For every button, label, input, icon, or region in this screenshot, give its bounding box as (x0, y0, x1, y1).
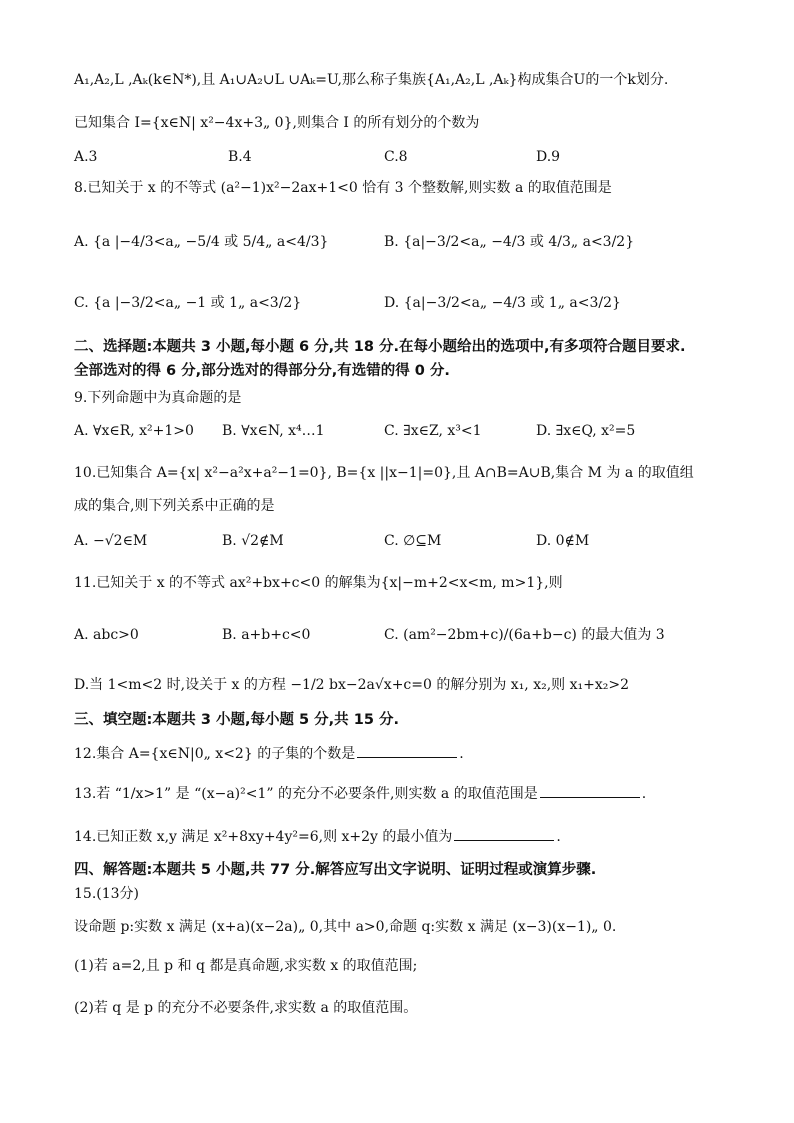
partition-definition-line: A₁,A₂,L ,Aₖ(k∈N*),且 A₁∪A₂∪L ∪Aₖ=U,那么称子集族{A₁,A₂,L ,Aₖ}构成集合U的一个k划分. (74, 72, 669, 88)
q9-option-b: B. ∀x∈N, x⁴…1 (222, 423, 325, 439)
q10-option-a: A. −√2∈M (74, 533, 148, 549)
q11-option-d: D.当 1<m<2 时,设关于 x 的方程 −1/2 bx−2a√x+c=0 的解分别为 x₁, x₂,则 x₁+x₂>2 (74, 677, 630, 693)
question-14: 14.已知正数 x,y 满足 x²+8xy+4y²=6,则 x+2y 的最小值为 . (74, 826, 561, 847)
q9-option-c: C. ∃x∈Z, x³<1 (384, 423, 482, 439)
question-10-stem-cont: 成的集合,则下列关系中正确的是 (74, 498, 275, 514)
section-3-heading: 三、填空题:本题共 3 小题,每小题 5 分,共 15 分. (74, 712, 399, 728)
q8-option-d: D. {a|−3/2<a„ −4/3 或 1„ a<3/2} (384, 295, 621, 311)
section-4-heading: 四、解答题:本题共 5 小题,共 77 分.解答应写出文字说明、证明过程或演算步骤. (74, 862, 597, 878)
q10-option-d: D. 0∉M (536, 533, 590, 549)
question-13: 13.若 “1/x>1” 是 “(x−a)²<1” 的充分不必要条件,则实数 a 的取值范围是 . (74, 783, 646, 804)
question-15-part-1: (1)若 a=2,且 p 和 q 都是真命题,求实数 x 的取值范围; (74, 958, 418, 974)
q7-option-a: A.3 (74, 149, 98, 165)
section-2-scoring: 全部选对的得 6 分,部分选对的得部分分,有选错的得 0 分. (74, 363, 450, 379)
q7-option-c: C.8 (384, 149, 408, 165)
q11-option-c: C. (am²−2bm+c)/(6a+b−c) 的最大值为 3 (384, 627, 665, 643)
question-12-text: 12.集合 A={x∈N|0„ x<2} 的子集的个数是 (74, 746, 356, 762)
q8-option-b: B. {a|−3/2<a„ −4/3 或 4/3„ a<3/2} (384, 234, 635, 250)
question-15-premise: 设命题 p:实数 x 满足 (x+a)(x−2a)„ 0,其中 a>0,命题 q:实数 x 满足 (x−3)(x−1)„ 0. (74, 919, 617, 935)
question-8-stem: 8.已知关于 x 的不等式 (a²−1)x²−2ax+1<0 恰有 3 个整数解,则实数 a 的取值范围是 (74, 180, 612, 196)
question-15-header: 15.(13分) (74, 886, 140, 902)
q8-option-a: A. {a |−4/3<a„ −5/4 或 5/4„ a<4/3} (74, 234, 329, 250)
question-14-text: 14.已知正数 x,y 满足 x²+8xy+4y²=6,则 x+2y 的最小值为 (74, 829, 453, 845)
question-13-text: 13.若 “1/x>1” 是 “(x−a)²<1” 的充分不必要条件,则实数 a 的取值范围是 (74, 786, 538, 802)
question-10-stem: 10.已知集合 A={x| x²−a²x+a²−1=0}, B={x ||x−1|=0},且 A∩B=A∪B,集合 M 为 a 的取值组 (74, 465, 694, 481)
question-7-stem: 已知集合 I={x∈N| x²−4x+3„ 0},则集合 I 的所有划分的个数为 (74, 115, 480, 131)
answer-blank[interactable] (454, 826, 554, 841)
q11-option-b: B. a+b+c<0 (222, 627, 311, 643)
answer-blank[interactable] (540, 783, 640, 798)
question-9-stem: 9.下列命题中为真命题的是 (74, 390, 242, 406)
q8-option-c: C. {a |−3/2<a„ −1 或 1„ a<3/2} (74, 295, 302, 311)
q7-option-b: B.4 (228, 149, 252, 165)
section-2-heading: 二、选择题:本题共 3 小题,每小题 6 分,共 18 分.在每小题给出的选项中,有多项符合题目要求. (74, 339, 686, 355)
question-12: 12.集合 A={x∈N|0„ x<2} 的子集的个数是 . (74, 743, 464, 764)
q9-option-a: A. ∀x∈R, x²+1>0 (74, 423, 194, 439)
q10-option-c: C. ∅⊆M (384, 533, 442, 549)
q11-option-a: A. abc>0 (74, 627, 139, 643)
answer-blank[interactable] (357, 743, 457, 758)
question-11-stem: 11.已知关于 x 的不等式 ax²+bx+c<0 的解集为{x|−m+2<x<m, m>1},则 (74, 575, 563, 591)
q9-option-d: D. ∃x∈Q, x²=5 (536, 423, 636, 439)
q10-option-b: B. √2∉M (222, 533, 284, 549)
question-15-part-2: (2)若 q 是 p 的充分不必要条件,求实数 a 的取值范围。 (74, 1000, 418, 1016)
q7-option-d: D.9 (536, 149, 561, 165)
